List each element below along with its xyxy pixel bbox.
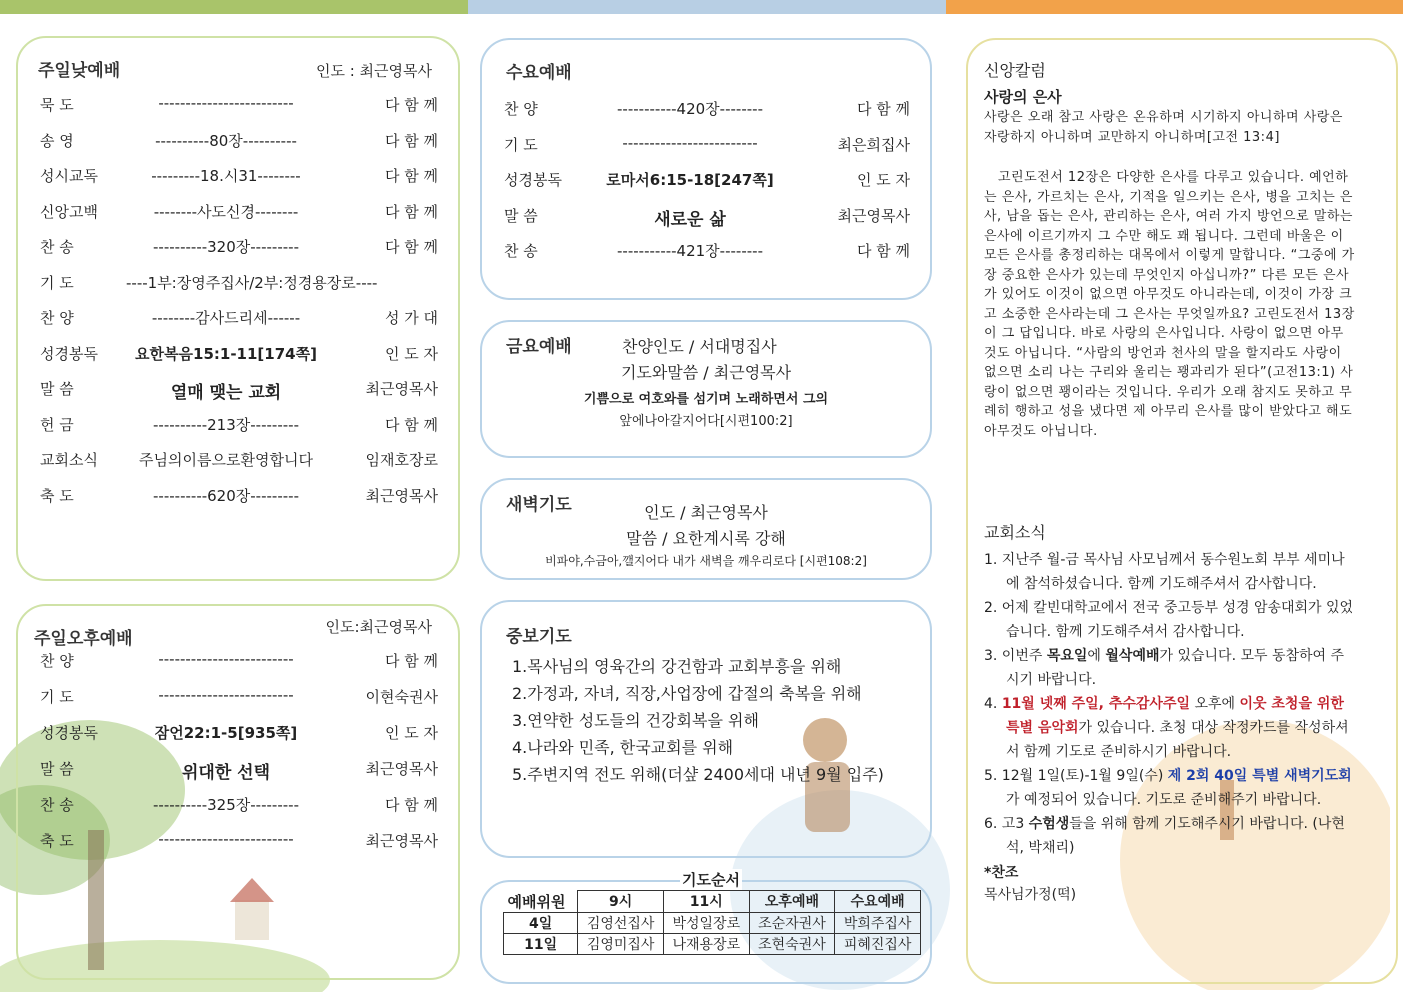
schedule-label: 기 도 — [40, 688, 74, 706]
schedule-label: 기 도 — [40, 273, 74, 292]
schedule-row — [504, 134, 910, 156]
schedule-row — [40, 94, 438, 116]
schedule-label: 말 씀 — [504, 206, 538, 225]
schedule-row — [40, 650, 438, 672]
sunday-afternoon-leader: 인도:최근영목사 — [325, 618, 432, 636]
schedule-label: 말 씀 — [40, 760, 74, 778]
intercession-item: 2.가정과, 자녀, 직장,사업장에 갑절의 축복을 위해 — [512, 684, 862, 703]
table-row — [504, 912, 921, 933]
column-box — [966, 38, 1398, 984]
schedule-person: 다 함 께 — [856, 242, 910, 260]
prayer-order-table — [503, 890, 921, 955]
schedule-person: 임재호장로 — [365, 451, 438, 469]
schedule-label: 찬 양 — [40, 652, 74, 670]
dawn-line-1: 인도 / 최근영목사 — [644, 503, 768, 522]
table-cell: 나재용장로 — [663, 933, 749, 954]
schedule-person: 다 함 께 — [384, 238, 438, 256]
schedule-row — [40, 794, 438, 816]
dawn-box — [480, 478, 932, 580]
thanks-body: 목사님가정(떡) — [984, 887, 1077, 903]
schedule-row — [504, 240, 910, 262]
column-verse: 사랑은 오래 참고 사랑은 온유하며 시기하지 아니하며 사랑은 자랑하지 아니하며 교만하지 아니하며[고전 13:4] — [984, 110, 1343, 145]
schedule-row — [40, 236, 438, 258]
schedule-detail: ---------18.시31-------- — [151, 167, 301, 185]
schedule-detail: 요한복음15:1-11[174쪽] — [135, 344, 317, 363]
news-text: 오후에 — [1190, 696, 1240, 712]
schedule-detail: 로마서6:15-18[247쪽] — [606, 171, 774, 189]
dawn-title: 새벽기도 — [506, 495, 572, 515]
table-header: 9시 — [578, 891, 664, 913]
column-title: 사랑의 은사 — [984, 88, 1062, 106]
thanks-title: *찬조 — [984, 865, 1019, 881]
schedule-label: 말 씀 — [40, 380, 74, 398]
schedule-detail: -----------420장-------- — [617, 100, 763, 118]
table-cell: 조순자권사 — [749, 912, 835, 933]
schedule-row — [40, 830, 438, 852]
dawn-line-2: 말씀 / 요한계시록 강해 — [626, 529, 786, 548]
schedule-detail: -----------421장-------- — [617, 242, 763, 260]
friday-box — [480, 320, 932, 458]
schedule-row — [40, 485, 438, 507]
schedule-row — [40, 758, 438, 783]
schedule-person: 이현숙권사 — [365, 688, 438, 706]
schedule-label: 찬 양 — [40, 309, 74, 327]
news-text: 가 있습니다. 모두 동참하여 주시기 바랍니다. — [1006, 648, 1345, 688]
schedule-row — [40, 686, 438, 708]
schedule-row — [40, 722, 438, 744]
schedule-row — [40, 449, 438, 471]
schedule-label: 찬 송 — [40, 238, 74, 256]
schedule-detail: ----------320장--------- — [153, 238, 299, 256]
table-cell: 피혜진집사 — [835, 933, 921, 954]
schedule-person: 인 도 자 — [856, 171, 910, 189]
schedule-label: 성경봉독 — [40, 724, 98, 742]
news-highlight: 수험생 — [1028, 816, 1070, 832]
friday-line-1: 찬양인도 / 서대명집사 — [622, 337, 777, 356]
table-cell: 11일 — [504, 933, 578, 954]
schedule-detail: 주님의이름으로환영합니다 — [139, 451, 313, 469]
sunday-afternoon-box — [16, 604, 460, 980]
news-highlight: 목요일 — [1046, 648, 1088, 664]
news-text: 가 있습니다. 초청 대상 작정카드를 작성하셔서 함께 기도로 준비하시기 바랍니다. — [1006, 720, 1349, 760]
table-header: 11시 — [663, 891, 749, 913]
schedule-detail: ------------------------- — [158, 686, 294, 704]
intercession-item: 5.주변지역 전도 위해(더샾 2400세대 내년 9월 입주) — [512, 765, 884, 784]
dawn-line-3: 비파야,수금아,깰지어다 내가 새벽을 깨우리로다 [시편108:2] — [545, 554, 867, 568]
news-highlight: 이웃 초청을 위한 특별 음악회 — [1006, 696, 1344, 736]
news-text: 4. — [984, 696, 1002, 712]
news-item: 2. 어제 칼빈대학교에서 전국 중고등부 성경 암송대회가 있었습니다. 함께 기도해주셔서 감사합니다. — [984, 600, 1354, 640]
schedule-label: 기 도 — [504, 135, 538, 154]
schedule-person: 최근영목사 — [365, 760, 438, 778]
schedule-detail: ----------80장---------- — [155, 131, 297, 150]
schedule-detail: ----------213장--------- — [153, 415, 299, 434]
column-section-title: 신앙칼럼 — [984, 61, 1046, 80]
news-item — [984, 692, 1354, 764]
schedule-person: 최근영목사 — [365, 380, 438, 398]
schedule-row — [40, 378, 438, 403]
news-item — [984, 764, 1354, 812]
schedule-label: 교회소식 — [40, 451, 98, 469]
schedule-person: 다 함 께 — [856, 100, 910, 118]
wednesday-title: 수요예배 — [506, 63, 572, 83]
news-item: 1. 지난주 월-금 목사님 사모님께서 동수원노회 부부 세미나에 참석하셨습니다. 함께 기도해주셔서 감사합니다. — [984, 552, 1345, 592]
news-highlight: 월삭예배 — [1105, 648, 1160, 664]
column-body: 고린도전서 12장은 다양한 은사를 다루고 있습니다. 예언하는 은사, 가르치는 은사, 기적을 일으키는 은사, 병을 고치는 은사, 남을 돕는 은사, 관리하는 은사, 여러 가지 방언으로 말하는 은사에 이르기까지 그 수만 해도 꽤 됩니다. 그런데 바울은 이 모든 은사를 총정리하는 대목에서 이렇게 말합니다. “그중에 가장 중요한 은사가 있는데 무엇인지 아십니까?” 다른 모든 은사가 있어도 이것이 없으면 아무것도 아니라는데, 이것이 가장 크고 소중한 은사라는데 그 은사는 무엇일까요? 고린도전서 13장이 그 답입니다. 바로 사랑의 은사입니다. 사랑이 없으면 아무것도 아닙니다. “사람의 방언과 천사의 말을 할지라도 사랑이 없으면 소리 나는 구리와 울리는 꽹과리가 된다”(고전13:1) 사랑이 없으면 꽹이라는 것입니다. 우리가 오래 참지도 못하고 무례히 행하고 성을 냈다면 제 아무리 은사를 많이 받았다고 해도 아무것도 아닙니다. — [984, 170, 1355, 439]
friday-line-4: 앞에나아갈지어다[시편100:2] — [619, 414, 793, 429]
schedule-detail: 열매 맺는 교회 — [170, 383, 282, 403]
schedule-row — [504, 169, 910, 191]
news-item — [984, 644, 1354, 692]
table-cell: 김영미집사 — [578, 933, 664, 954]
news-text: 가 예정되어 있습니다. 기도로 준비해주기 바랍니다. — [1006, 792, 1322, 808]
schedule-row — [40, 343, 438, 365]
schedule-person: 최근영목사 — [365, 486, 438, 505]
top-strip-orange — [946, 0, 1403, 14]
news-text: 들을 위해 함께 기도해주시기 바랍니다. (나현석, 박채리) — [1006, 816, 1345, 856]
schedule-row — [40, 165, 438, 187]
schedule-row — [504, 98, 910, 120]
intercession-item: 1.목사님의 영육간의 강건함과 교회부흥을 위해 — [512, 657, 842, 676]
schedule-detail: ----------325장--------- — [153, 796, 299, 814]
news-text: 5. 12월 1일(토)-1월 9일(수) — [984, 768, 1168, 784]
schedule-detail: --------사도신경-------- — [153, 202, 299, 221]
schedule-label: 축 도 — [40, 832, 74, 850]
schedule-person: 최은희집사 — [837, 135, 910, 154]
schedule-person: 인 도 자 — [384, 724, 438, 742]
schedule-person: 최근영목사 — [365, 832, 438, 850]
schedule-label: 송 영 — [40, 131, 74, 150]
news-highlight: 11월 넷째 주일, 추수감사주일 — [1001, 696, 1190, 712]
schedule-person: 다 함 께 — [384, 96, 438, 114]
table-header: 오후예배 — [749, 891, 835, 913]
schedule-label: 성경봉독 — [40, 344, 98, 363]
schedule-person: 다 함 께 — [384, 167, 438, 185]
news-highlight: 제 2회 40일 특별 새벽기도회 — [1167, 768, 1352, 784]
schedule-detail: ------------------------- — [158, 94, 294, 112]
schedule-detail: ------------------------- — [622, 133, 758, 152]
news-text: 6. 고3 — [984, 816, 1029, 832]
news-list — [984, 548, 1354, 906]
table-cell: 박성일장로 — [663, 912, 749, 933]
table-row — [504, 933, 921, 954]
schedule-label: 축 도 — [40, 486, 74, 505]
news-text: 에 — [1087, 648, 1106, 664]
intercession-title: 중보기도 — [506, 627, 572, 647]
schedule-label: 성경봉독 — [504, 171, 562, 189]
schedule-row — [40, 130, 438, 152]
schedule-detail: ------------------------- — [158, 650, 294, 668]
schedule-row — [40, 307, 438, 329]
intercession-box — [480, 600, 932, 858]
table-cell: 김영선집사 — [578, 912, 664, 933]
schedule-detail: ------------------------- — [158, 830, 294, 848]
sunday-morning-title: 주일낮예배 — [38, 61, 121, 81]
table-cell: 박희주집사 — [835, 912, 921, 933]
sunday-morning-leader: 인도 : 최근영목사 — [315, 62, 432, 80]
schedule-label: 성시교독 — [40, 167, 98, 185]
friday-title: 금요예배 — [506, 337, 572, 357]
news-title: 교회소식 — [984, 523, 1046, 542]
schedule-detail: --------감사드리세------ — [151, 309, 301, 327]
schedule-detail: 새로운 삶 — [654, 209, 726, 230]
intercession-item: 4.나라와 민족, 한국교회를 위해 — [512, 738, 734, 757]
schedule-person: 인 도 자 — [384, 344, 438, 363]
friday-line-3: 기쁨으로 여호와를 섬기며 노래하면서 그의 — [583, 392, 829, 407]
schedule-row — [40, 414, 438, 436]
schedule-person: 다 함 께 — [384, 131, 438, 150]
table-cell: 4일 — [504, 912, 578, 933]
schedule-label: 찬 송 — [504, 242, 538, 260]
top-strip-green — [0, 0, 468, 14]
schedule-detail: 위대한 선택 — [181, 763, 271, 783]
table-header-row — [504, 891, 921, 913]
intercession-item: 3.연약한 성도들의 건강회복을 위해 — [512, 711, 759, 730]
table-header: 수요예배 — [835, 891, 921, 913]
news-text: 3. 이번주 — [984, 648, 1047, 664]
schedule-detail: ----1부:장영주집사/2부:정경용장로---- — [126, 273, 378, 292]
schedule-person: 최근영목사 — [837, 206, 910, 225]
schedule-detail: 잠언22:1-5[935쪽] — [154, 724, 298, 742]
schedule-label: 찬 양 — [504, 100, 538, 118]
prayer-order-title: 기도순서 — [682, 871, 740, 889]
schedule-person: 성 가 대 — [384, 309, 438, 327]
schedule-detail: ----------620장--------- — [153, 486, 299, 505]
friday-line-2: 기도와말씀 / 최근영목사 — [620, 363, 792, 382]
sunday-afternoon-title: 주일오후예배 — [34, 629, 133, 649]
schedule-person: 다 함 께 — [384, 652, 438, 670]
table-header: 예배위원 — [507, 892, 566, 911]
schedule-row — [40, 272, 438, 294]
top-strip-blue — [468, 0, 946, 14]
schedule-label: 묵 도 — [40, 96, 74, 114]
wednesday-box — [480, 38, 932, 300]
sunday-morning-box — [16, 36, 460, 581]
schedule-row — [504, 205, 910, 230]
schedule-row — [40, 201, 438, 223]
schedule-label: 신앙고백 — [40, 202, 98, 221]
news-item — [984, 812, 1354, 860]
schedule-label: 찬 송 — [40, 796, 74, 814]
schedule-label: 헌 금 — [40, 415, 74, 434]
schedule-person: 다 함 께 — [384, 202, 438, 221]
schedule-person: 다 함 께 — [384, 796, 438, 814]
schedule-person: 다 함 께 — [384, 415, 438, 434]
table-cell: 조현숙권사 — [749, 933, 835, 954]
